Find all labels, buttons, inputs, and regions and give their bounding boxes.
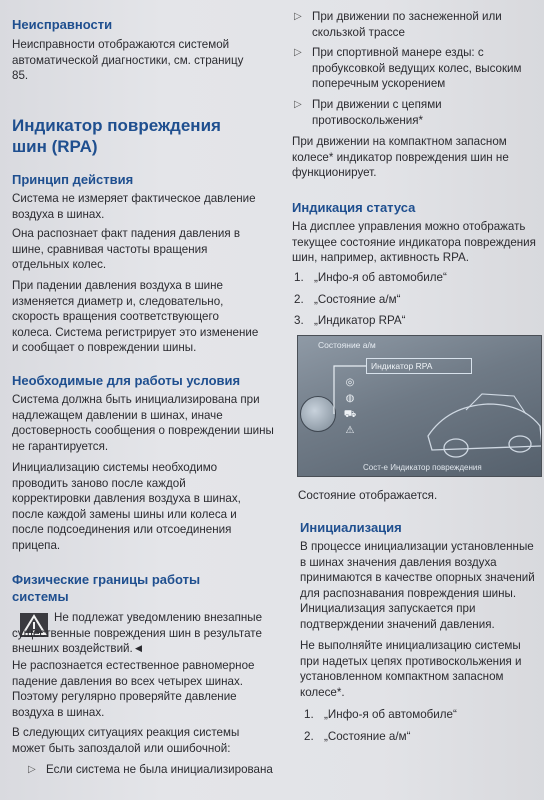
rpa-title-line1: Индикатор повреждения (12, 116, 221, 135)
tire-pressure-icon: ◍ (345, 393, 355, 404)
init-p2: Не выполняйте инициализацию системы при надетых цепях противоскольжения и установленном компактном запасном колесе*. (300, 639, 522, 699)
rpa-title-line2: шин (RPA) (12, 137, 98, 156)
car-icon: ⛟ (343, 409, 357, 420)
screen-header: Состояние а/м (318, 340, 376, 350)
status-caption: Состояние отображается. (298, 489, 438, 502)
triangle-bullet-icon: ▷ (294, 99, 302, 110)
triangle-bullet-icon: ▷ (294, 11, 302, 22)
status-heading: Индикация статуса (292, 200, 416, 215)
faults-text: Неисправности отображаются системой автоматической диагностики, см. страницу 85. (12, 38, 244, 83)
init-p1: В процессе инициализации установленные в шинах значения давления воздуха принимаются в качестве опорных значений для распознавания повреждения шины. Инициализация запускается при подтверждении значений давления. (300, 540, 535, 631)
warning-icon: ⚠ (345, 425, 355, 436)
status-text: На дисплее управления можно отображать текущее состояние индикатора повреждения шин, например, активность RPA. (292, 220, 536, 265)
principle-p3: При падении давления воздуха в шине изменяется диаметр и, следовательно, скорость вращения соответствующего колеса. Система регистрирует это изменение и сообщает о повреждении шины. (12, 279, 259, 355)
control-display-screenshot (297, 335, 542, 477)
list-item: ▷ При движении по заснеженной или скользкой трассе (294, 10, 502, 39)
list-item: 2. „Состояние а/м“ (294, 293, 401, 306)
faults-heading: Неисправности (12, 17, 113, 32)
init-heading: Инициализация (300, 520, 402, 535)
conditions-p2: Инициализацию системы необходимо проводить заново после каждой корректировки давления воздуха в шинах, после каждой замены шины или колеса и после подсоединения или отсоединения прицепа. (12, 461, 241, 552)
limits-p2: В следующих ситуациях реакция системы может быть запоздалой или ошибочной: (12, 726, 240, 755)
spare-wheel-text: При движении на компактном запасном колесе* индикатор повреждения шин не функционирует. (292, 135, 509, 180)
car-illustration-icon (418, 376, 542, 466)
limits-p1: Не распознается естественное равномерное падение давления во всех четырех шинах. Поэтому регулярно проверяйте давление воздуха в шинах. (12, 659, 255, 719)
screen-menu-item-rpa: Индикатор RPA (366, 358, 472, 374)
principle-heading: Принцип действия (12, 172, 134, 187)
list-item: ▷ Если система не была инициализирована (28, 763, 273, 776)
list-item: ▷ При спортивной манере езды: с пробуксовкой ведущих колес, высоким поперечным ускорением (294, 46, 522, 91)
list-item: 3. „Индикатор RPA“ (294, 314, 406, 327)
conditions-heading: Необходимые для работы условия (12, 373, 241, 388)
limits-heading-line2: системы (12, 589, 69, 604)
screen-footer: Сост-е Индикатор повреждения (363, 463, 482, 472)
principle-p1: Система не измеряет фактическое давление воздуха в шинах. (12, 192, 256, 221)
triangle-bullet-icon: ▷ (28, 764, 36, 775)
list-item: 1. „Инфо-я об автомобиле“ (294, 271, 447, 284)
list-item: ▷ При движении с цепями противоскольжения* (294, 98, 442, 127)
conditions-p1: Система должна быть инициализирована при надлежащем давлении в шинах, иначе достоверность сообщения о повреждении шины не гарантируется. (12, 393, 274, 453)
triangle-bullet-icon: ▷ (294, 47, 302, 58)
limits-warning: Не подлежат уведомлению внезапные существенные повреждения шин в результате внешних воздействий.◄ (12, 611, 263, 656)
limits-heading-line1: Физические границы работы (12, 572, 201, 587)
principle-p2: Она распознает факт падения давления в шине, сравнивая частоты вращения отдельных колес. (12, 227, 241, 272)
list-item: 2. „Состояние а/м“ (304, 730, 411, 743)
tire-warning-icon: ◎ (345, 377, 355, 388)
list-item: 1. „Инфо-я об автомобиле“ (304, 708, 457, 721)
